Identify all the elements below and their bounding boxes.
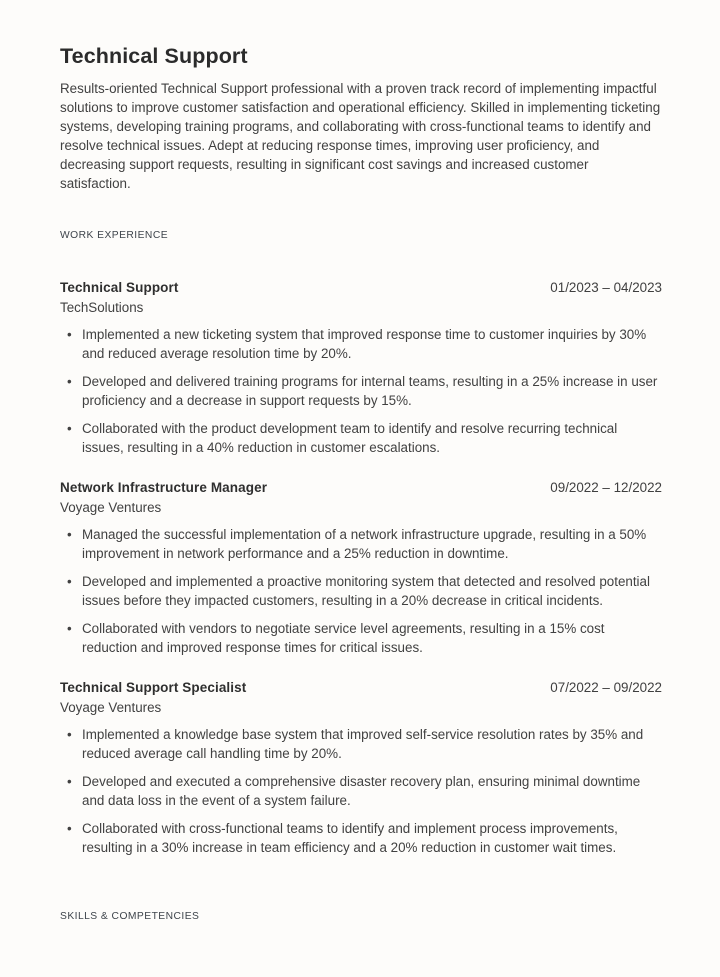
bullet-text: Developed and implemented a proactive monitoring system that detected and resolved potential issues before they impacted customers, resulting in a 20% decrease in critical incidents. xyxy=(82,574,650,608)
list-item xyxy=(60,619,662,657)
list-item xyxy=(60,772,662,810)
job-title: Network Infrastructure Manager xyxy=(60,480,268,495)
bullet-dot-icon: • xyxy=(67,727,72,742)
list-item xyxy=(60,325,662,363)
list-item xyxy=(60,419,662,457)
job-bullet-list xyxy=(60,525,662,657)
bullet-dot-icon: • xyxy=(67,374,72,389)
summary-paragraph: Results-oriented Technical Support professional with a proven track record of implementing impactful solutions to improve customer satisfaction and operational efficiency. Skilled in implementing ticketing systems, developing training programs, and collaborating with cross-functional teams to identify and resolve technical issues. Adept at reducing response times, improving user proficiency, and decreasing support requests, resulting in significant cost savings and increased customer satisfaction. xyxy=(60,81,661,191)
section-header-work-experience: WORK EXPERIENCE xyxy=(60,230,169,241)
bullet-dot-icon: • xyxy=(67,821,72,836)
job-entry xyxy=(60,480,662,657)
job-title: Technical Support xyxy=(60,280,179,295)
job-header xyxy=(60,680,662,695)
job-header xyxy=(60,480,662,495)
job-dates: 01/2023 – 04/2023 xyxy=(550,280,662,295)
section-header-skills-competencies: SKILLS & COMPETENCIES xyxy=(60,911,200,922)
bullet-text: Implemented a new ticketing system that improved response time to customer inquiries by 30% and reduced average resolution time by 20%. xyxy=(82,327,647,361)
job-bullet-list xyxy=(60,725,662,857)
list-item xyxy=(60,372,662,410)
bullet-dot-icon: • xyxy=(67,774,72,789)
bullet-dot-icon: • xyxy=(67,327,72,342)
job-bullet-list xyxy=(60,325,662,457)
job-header xyxy=(60,280,662,295)
bullet-dot-icon: • xyxy=(67,421,72,436)
job-dates: 07/2022 – 09/2022 xyxy=(550,680,662,695)
job-company: Voyage Ventures xyxy=(60,500,162,515)
job-title: Technical Support Specialist xyxy=(60,680,247,695)
bullet-text: Developed and delivered training programs for internal teams, resulting in a 25% increase in user proficiency and a decrease in support requests by 15%. xyxy=(82,374,658,408)
bullet-dot-icon: • xyxy=(67,621,72,636)
bullet-dot-icon: • xyxy=(67,574,72,589)
bullet-text: Collaborated with the product development team to identify and resolve recurring technical issues, resulting in a 40% reduction in customer escalations. xyxy=(82,421,618,455)
job-entry xyxy=(60,680,662,857)
page-title: Technical Support xyxy=(60,44,248,68)
job-dates: 09/2022 – 12/2022 xyxy=(550,480,662,495)
bullet-text: Collaborated with vendors to negotiate service level agreements, resulting in a 15% cost reduction and improved response times for critical issues. xyxy=(82,621,605,655)
job-company: Voyage Ventures xyxy=(60,700,162,715)
list-item xyxy=(60,819,662,857)
bullet-dot-icon: • xyxy=(67,527,72,542)
bullet-text: Collaborated with cross-functional teams to identify and implement process improvements, resulting in a 30% increase in team efficiency and a 20% reduction in customer wait times. xyxy=(82,821,618,855)
list-item xyxy=(60,525,662,563)
bullet-text: Managed the successful implementation of a network infrastructure upgrade, resulting in a 50% improvement in network performance and a 25% reduction in downtime. xyxy=(82,527,647,561)
bullet-text: Implemented a knowledge base system that improved self-service resolution rates by 35% and reduced average call handling time by 20%. xyxy=(82,727,644,761)
job-company: TechSolutions xyxy=(60,300,144,315)
job-entry xyxy=(60,280,662,457)
list-item xyxy=(60,572,662,610)
bullet-text: Developed and executed a comprehensive disaster recovery plan, ensuring minimal downtime and data loss in the event of a system failure. xyxy=(82,774,641,808)
list-item xyxy=(60,725,662,763)
